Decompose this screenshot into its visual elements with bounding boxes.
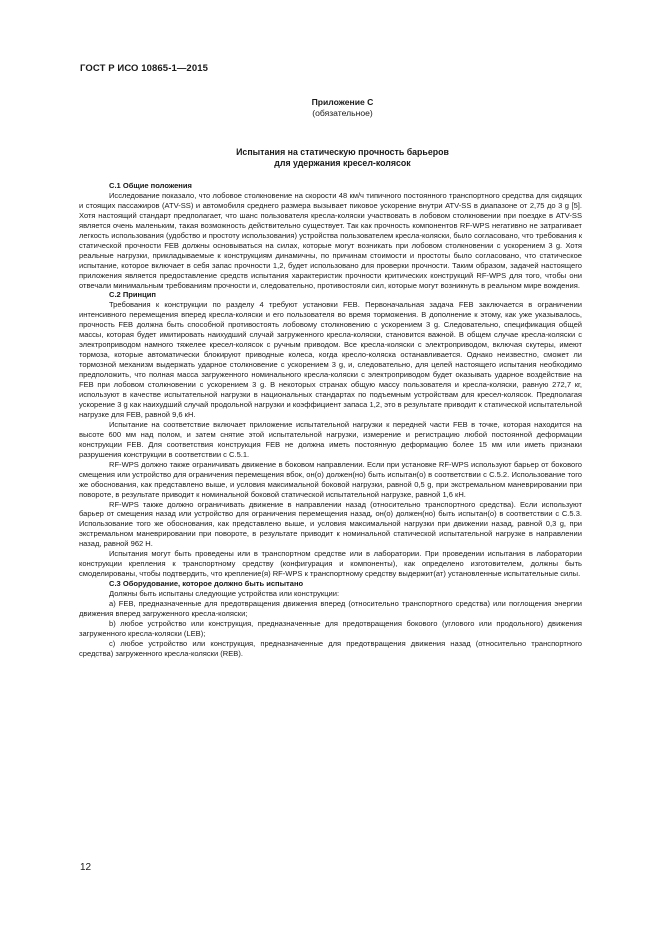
list-item: a) FEB, предназначенные для предотвращения движения вперед (относительно транспортного средства) или поглощения энергии движения вперед загруженного кресла-коляски; — [79, 599, 582, 618]
section-c2-paragraph: Требования к конструкции по разделу 4 требуют установки FEB. Первоначальная задача FEB заключается в ограничении интенсивного перемещения вперед кресла-коляски и его пользователя во время торможения. В дополнение к этому, как уже указывалось, прочность FEB должна быть способной противостоять лобовому столкновению с ускорением 3 g. Следовательно, спецификация общей массы, которая будет имитировать наихудший случай загруженного кресла-коляски, становится важной. В общем случае кресла-коляски с электроприводом намного тяжелее кресел-колясок с ручным приводом. Все кресла-коляски с электроприводом, включая скутеры, имеют тормоза, которые автоматически блокируют приводные колеса, когда кресло-коляска останавливается. Однако неизвестно, сможет ли тормозной механизм выдержать ударное столкновение с ускорением 3 g, и, следовательно, для целей настоящего испытания необходимо предположить, что полная масса загруженного номинального кресла-коляски с электроприводом будет оказывать ударное воздействие на FEB при лобовом столкновении с ускорением 3 g. В некоторых странах общую массу пользователя и кресла-коляски, равную 272,7 кг, используют в качестве испытательной нагрузки в национальных стандартах по подъемным устройствам для кресел-колясок. Предполагая ускорение 3 g как наихудший случай продольной нагрузки и коэффициент запаса 1,2, это в результате приводит к статической испытательной нагрузке для FEB, равной 9,6 кН. — [79, 300, 582, 419]
section-c2-paragraph: RF-WPS также должно ограничивать движение в направлении назад (относительно транспортного средства). Если используют барьер от смещения назад или устройство для ограничения перемещения назад, он(о) должен(но) быть испытан(о) в соответствии с С.5.3. Использование того же обоснования, как представлено выше, и условия максимальной нагрузки при движении назад, равной 0,3 g, при экстремальном маневрировании при повороте, в результате приводит к номинальной статической испытательной нагрузке в направлении назад, равной 962 Н. — [79, 499, 582, 549]
section-heading-c2: С.2 Принцип — [109, 290, 156, 300]
section-heading-c1: С.1 Общие положения — [109, 181, 192, 190]
section-c2-paragraph: RF-WPS должно также ограничивать движение в боковом направлении. Если при установке RF-WPS используют барьер от бокового смещения или устройство для ограничения перемещения вбок, он(о) должен(но) быть испытан(о) в соответствии с С.5.2. Использование того же обоснования, как представлено выше, и условия максимальной боковой нагрузки, равной 0,5 g, при экстремальном маневрировании при повороте, в результате приводит к номинальной боковой статической испытательной нагрузке, равной 1,6 кН. — [79, 459, 582, 499]
section-c2-paragraph: Испытание на соответствие включает приложение испытательной нагрузки к передней части FEB в точке, которая находится на высоте 600 мм над полом, и затем снятие этой испытательной нагрузки, измерение и регистрацию любой постоянной деформации конструкции FEB. Для соответствия конструкция FEB не должна иметь постоянную деформацию более 15 мм или иметь признаки разрушения конструкции в соответствии с С.5.1. — [79, 419, 582, 459]
section-heading-c3: С.3 Оборудование, которое должно быть испытано — [109, 579, 304, 589]
list-item: b) любое устройство или конструкция, предназначенные для предотвращения бокового (углового или продольного) движения загруженного кресла-коляски (LEB); — [79, 618, 582, 638]
document-header: ГОСТ Р ИСО 10865-1—2015 — [80, 63, 208, 74]
section-c1-paragraph: Исследование показало, что лобовое столкновение на скорости 48 км/ч типичного постоянного транспортного средства для сидящих и стоящих пассажиров (ATV-SS) и автомобиля среднего размера вызывает пиковое ускорение внутри ATV-SS в диапазоне от 2,75 до 3 g [5]. Хотя настоящий стандарт предполагает, что шанс пользователя кресла-коляски участвовать в лобовом столкновении при поездке в ATV-SS является очень маленьким, такая возможность действительно существует. Так как прочность компонентов RF-WPS негативно не затрагивает легкость использования (удобство и простоту использования) устройства пользователем кресла-коляски, было согласовано, что требования к статической прочности FEB должны основываться на силах, которые могут возникать при лобовом столкновении с ускорением 3 g. Хотя реальные нагрузки, прикладываемые к конструкциям динамичны, по причинам стоимости и простоты было согласовано, что статическое испытание, которое включает в себя запас прочности 1,2, будет использовано для проверки прочности. Таким образом, задачей настоящего приложения является предоставление средств испытания характеристик прочности критических конструкций RF-WPS для того, чтобы они отвечали минимальным требованиям прочности и, следовательно, противостояли сил, которые могут возникнуть в реальном мире вождения. — [79, 190, 582, 290]
appendix-title: Приложение С — [311, 97, 374, 107]
appendix-status: (обязательное) — [312, 108, 373, 118]
page-number: 12 — [80, 862, 92, 873]
document-title-line1: Испытания на статическую прочность барьеров — [236, 147, 449, 157]
document-title — [0, 147, 661, 169]
document-title-line2: для удержания кресел-колясок — [274, 158, 411, 168]
section-c2-paragraph: Испытания могут быть проведены или в транспортном средстве или в лаборатории. При проведении испытания в лаборатории конструкции крепления к транспортному средству (конфигурация и компоненты), как определено изготовителем, должны быть смоделированы, чтобы подтвердить, что крепление(я) RF-WPS к транспортному средству выдержит(ат) установленные испытательные силы. — [79, 549, 582, 579]
list-item: c) любое устройство или конструкция, предназначенные для предотвращения движения назад (относительно транспортного средства) загруженного кресла-коляски (REB). — [79, 638, 582, 658]
section-c3-intro: Должны быть испытаны следующие устройства или конструкции: — [109, 589, 340, 599]
appendix-heading — [0, 97, 661, 119]
document-body — [79, 181, 582, 659]
